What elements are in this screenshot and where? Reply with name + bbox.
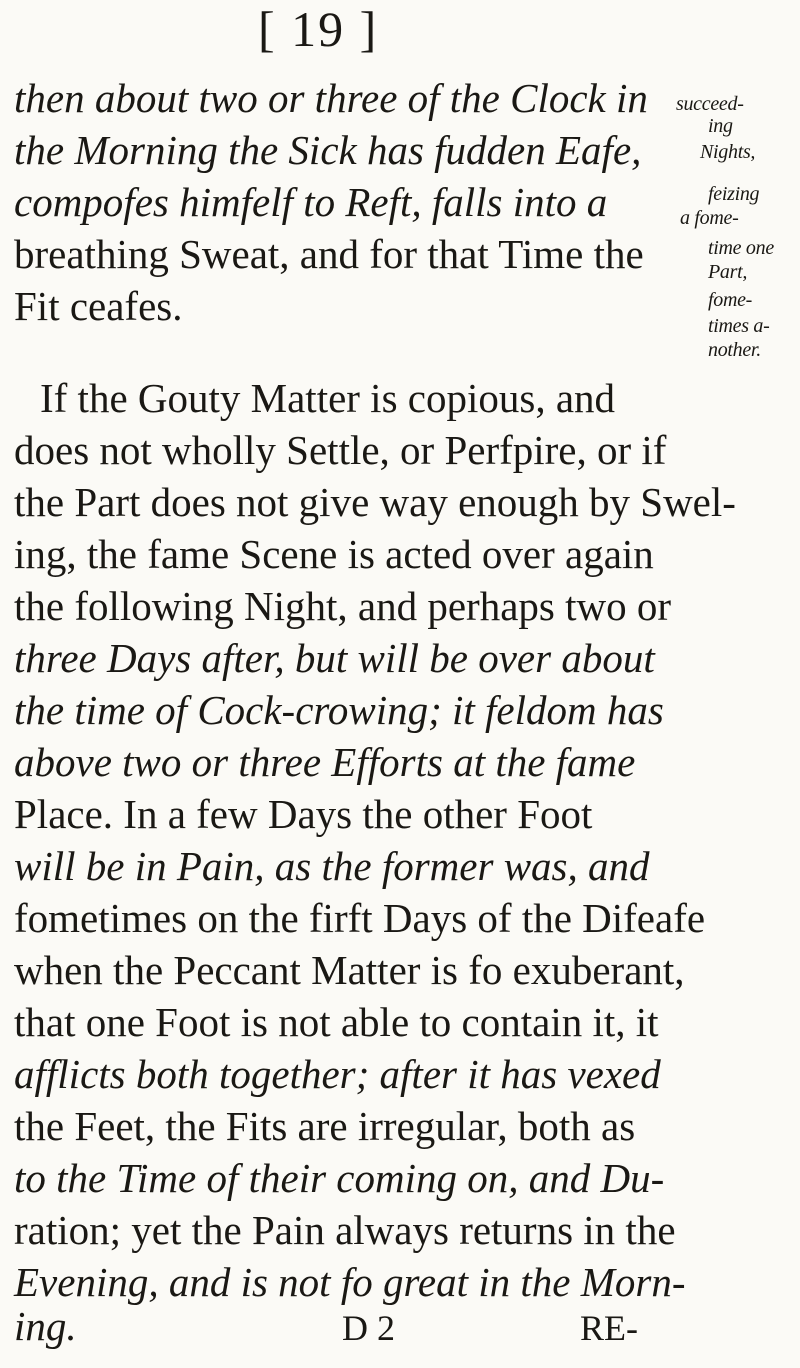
text-line: the time of Cock-crowing; it feldom has xyxy=(14,687,664,733)
text-line: the Morning the Sick has fudden Eafe, xyxy=(14,127,642,173)
side-note-line: feizing xyxy=(708,183,760,205)
text-line: the Part does not give way enough by Swel- xyxy=(14,479,736,525)
text-line: the following Night, and perhaps two or xyxy=(14,583,672,629)
text-line: If the Gouty Matter is copious, and xyxy=(40,375,616,421)
text-line: when the Peccant Matter is fo exuberant, xyxy=(14,947,685,993)
catchword: RE- xyxy=(580,1308,638,1348)
page-number: [ 19 ] xyxy=(258,1,379,57)
text-line: three Days after, but will be over about xyxy=(14,635,655,681)
text-line: Place. In a few Days the other Foot xyxy=(14,791,593,837)
text-line: then about two or three of the Clock in xyxy=(14,75,648,121)
side-note-line: Part, xyxy=(708,261,748,283)
text-line: breathing Sweat, and for that Time the xyxy=(14,231,644,277)
side-note-line: nother. xyxy=(708,339,761,361)
text-line: Fit ceafes. xyxy=(14,283,183,329)
text-line: Evening, and is not fo great in the Morn- xyxy=(14,1259,686,1305)
signature-mark: D 2 xyxy=(342,1308,395,1348)
text-line: will be in Pain, as the former was, and xyxy=(14,843,650,889)
text-line: ing. xyxy=(14,1303,77,1349)
text-line: compofes himfelf to Reft, falls into a xyxy=(14,179,608,225)
side-note-line: a fome- xyxy=(680,207,739,229)
text-line: afflicts both together; after it has vexed xyxy=(14,1051,661,1097)
side-note-line: succeed- xyxy=(676,93,744,115)
side-note-line: Nights, xyxy=(700,141,756,163)
text-line: above two or three Efforts at the fame xyxy=(14,739,636,785)
text-line: fometimes on the firft Days of the Difeafe xyxy=(14,895,706,941)
text-line: does not wholly Settle, or Perfpire, or if xyxy=(14,427,667,473)
text-line: ration; yet the Pain always returns in the xyxy=(14,1207,676,1253)
side-note-line: ing xyxy=(708,115,733,137)
side-note-line: fome- xyxy=(708,289,753,311)
side-note-line: time one xyxy=(708,237,774,259)
text-line: to the Time of their coming on, and Du- xyxy=(14,1155,665,1201)
side-note-line: times a- xyxy=(708,315,770,337)
text-line: the Feet, the Fits are irregular, both as xyxy=(14,1103,636,1149)
text-line: ing, the fame Scene is acted over again xyxy=(14,531,654,577)
text-line: that one Foot is not able to contain it, it xyxy=(14,999,659,1045)
